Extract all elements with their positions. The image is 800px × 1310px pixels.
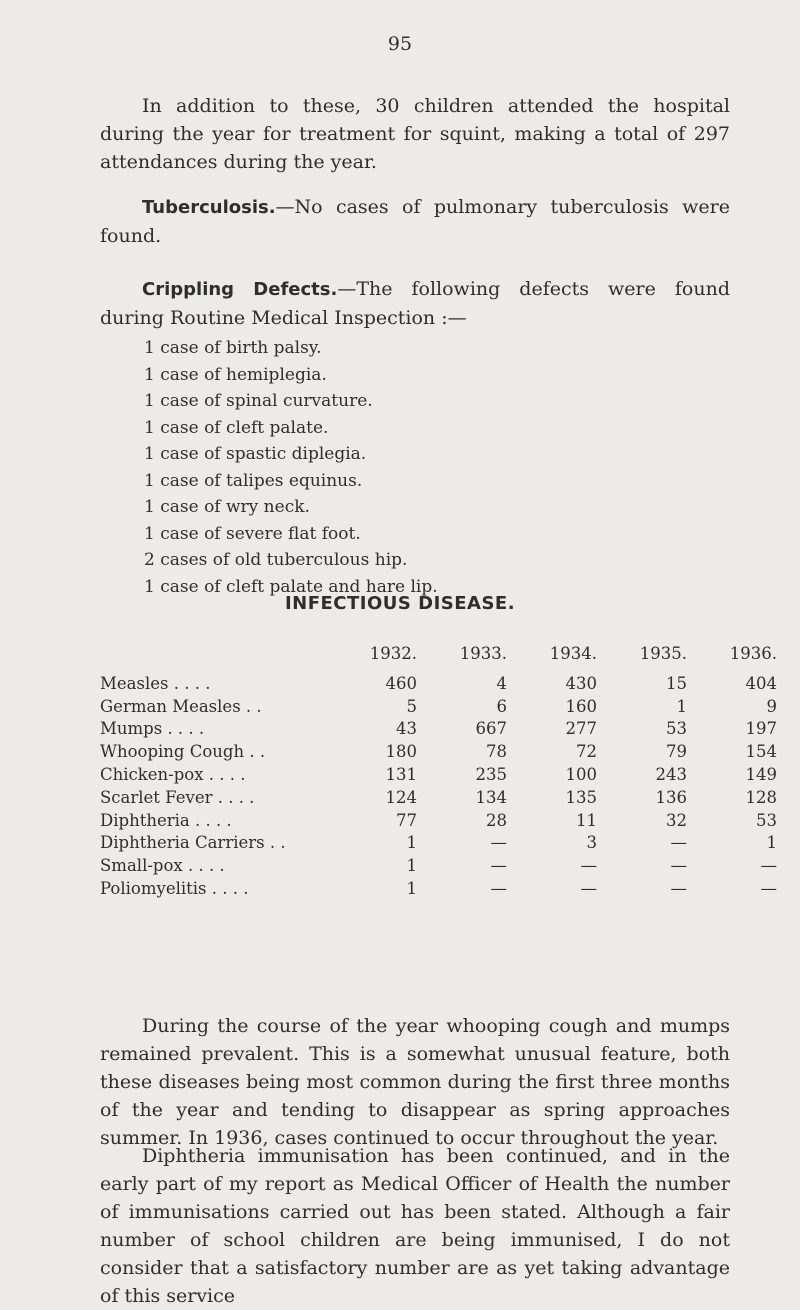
- defects-list: [144, 335, 438, 600]
- defect-item: 1 case of cleft palate and hare lip.: [144, 576, 438, 597]
- cell-value: 128: [745, 787, 777, 807]
- disease-name: Diphtheria Carriers . .: [100, 833, 286, 853]
- disease-name: Poliomyelitis . . . .: [100, 879, 249, 899]
- defect-item: 1 case of cleft palate.: [144, 417, 329, 438]
- cell-value: 77: [396, 810, 417, 830]
- defect-item: 1 case of severe flat foot.: [144, 523, 361, 544]
- table-row: [100, 695, 777, 718]
- crippling-heading: Crippling Defects.: [142, 279, 338, 300]
- cell-value: 53: [666, 719, 687, 739]
- cell-value: 32: [666, 810, 687, 830]
- cell-value: 277: [565, 719, 597, 739]
- cell-value: —: [580, 856, 597, 876]
- disease-name: Chicken-pox . . . .: [100, 765, 246, 785]
- table-row: [100, 763, 777, 786]
- cell-value: 11: [576, 810, 597, 830]
- cell-value: 1: [406, 879, 417, 899]
- table-header-row: [100, 634, 777, 672]
- cell-value: —: [490, 833, 507, 853]
- cell-value: 404: [745, 673, 777, 693]
- defect-item: 1 case of talipes equinus.: [144, 470, 363, 491]
- cell-value: 243: [655, 765, 687, 785]
- cell-value: 43: [396, 719, 417, 739]
- tuberculosis-paragraph: [100, 193, 730, 250]
- year-header: 1934.: [549, 643, 597, 663]
- cell-value: 72: [576, 742, 597, 762]
- page-number: 95: [387, 33, 413, 55]
- cell-value: 53: [756, 810, 777, 830]
- cell-value: —: [580, 879, 597, 899]
- defect-item: 1 case of spinal curvature.: [144, 391, 373, 411]
- defect-item: 1 case of spastic diplegia.: [144, 444, 367, 464]
- defect-item: 1 case of hemiplegia.: [144, 364, 327, 385]
- cell-value: 5: [406, 696, 417, 716]
- intro-paragraph: In addition to these, 30 children attended the hospital during the year for treatment for squint, making a total of 297 attendances during the year.: [100, 95, 730, 173]
- cell-value: 180: [385, 742, 417, 762]
- cell-value: 1: [676, 696, 687, 716]
- table-row: [100, 672, 777, 695]
- disease-name: Mumps . . . .: [100, 719, 205, 739]
- cell-value: 149: [745, 765, 777, 785]
- cell-value: 197: [745, 719, 777, 739]
- cell-value: —: [490, 879, 507, 899]
- table-row: [100, 877, 777, 900]
- cell-value: 4: [496, 673, 507, 693]
- closing-paragraph-2: Diphtheria immunisation has been continued, and in the early part of my report as Medical Officer of Health the number of immunisations carried out has been stated. Although a fair number of school children are being immunised, I do not consider that a satisfactory number are as yet taking advantage of this service: [100, 1145, 730, 1307]
- table-row: [100, 854, 777, 877]
- table-row: [100, 740, 777, 763]
- cell-value: 1: [406, 833, 417, 853]
- cell-value: 9: [766, 696, 777, 716]
- cell-value: —: [670, 833, 687, 853]
- infectious-disease-title: INFECTIOUS DISEASE.: [284, 593, 516, 614]
- defect-item: 2 cases of old tuberculous hip.: [144, 550, 408, 570]
- cell-value: 3: [586, 833, 597, 853]
- defect-item: 1 case of wry neck.: [144, 497, 310, 517]
- table-header-blank: [100, 634, 297, 672]
- disease-name: Scarlet Fever . . . .: [100, 787, 255, 807]
- table-row: [100, 718, 777, 741]
- cell-value: 100: [565, 765, 597, 785]
- disease-name: Measles . . . .: [100, 673, 211, 693]
- cell-value: 15: [666, 673, 687, 693]
- cell-value: 131: [385, 765, 417, 785]
- cell-value: 667: [475, 719, 507, 739]
- cell-value: 79: [666, 742, 687, 762]
- cell-value: —: [670, 856, 687, 876]
- disease-name: Diphtheria . . . .: [100, 810, 232, 830]
- cell-value: —: [760, 856, 777, 876]
- tuberculosis-heading: Tuberculosis.: [142, 197, 276, 218]
- cell-value: 28: [486, 810, 507, 830]
- cell-value: 135: [565, 787, 597, 807]
- disease-name: Small-pox . . . .: [100, 856, 225, 876]
- cell-value: —: [760, 879, 777, 899]
- cell-value: 136: [655, 787, 687, 807]
- cell-value: 1: [406, 856, 417, 876]
- cell-value: 1: [766, 833, 777, 853]
- tuberculosis-text: —No cases of pulmonary tuberculosis were found.: [100, 196, 730, 247]
- cell-value: 134: [475, 787, 507, 807]
- infectious-disease-table: [100, 634, 777, 900]
- cell-value: 430: [565, 673, 597, 693]
- cell-value: 154: [745, 742, 777, 762]
- disease-name: German Measles . .: [100, 696, 262, 716]
- crippling-text: —The following defects were found during Routine Medical Inspection :—: [100, 278, 730, 329]
- defect-item: 1 case of birth palsy.: [144, 338, 322, 358]
- table-row: [100, 832, 777, 855]
- table-row: [100, 809, 777, 832]
- closing-paragraph-1: During the course of the year whooping cough and mumps remained prevalent. This is a somewhat unusual feature, both these diseases being most common during the first three months of the year and tending to disappear as spring approaches summer. In 1936, cases continued to occur throughout the year.: [100, 1015, 730, 1149]
- crippling-paragraph: [100, 275, 730, 332]
- disease-name: Whooping Cough . .: [100, 742, 266, 762]
- year-header: 1936.: [729, 643, 777, 663]
- cell-value: —: [490, 856, 507, 876]
- cell-value: 124: [385, 787, 417, 807]
- cell-value: 6: [496, 696, 507, 716]
- year-header: 1935.: [639, 643, 687, 663]
- cell-value: 160: [565, 696, 597, 716]
- table-row: [100, 786, 777, 809]
- cell-value: 235: [475, 765, 507, 785]
- cell-value: 78: [486, 742, 507, 762]
- cell-value: 460: [385, 673, 417, 693]
- year-header: 1932.: [369, 643, 417, 663]
- cell-value: —: [670, 879, 687, 899]
- year-header: 1933.: [459, 643, 507, 663]
